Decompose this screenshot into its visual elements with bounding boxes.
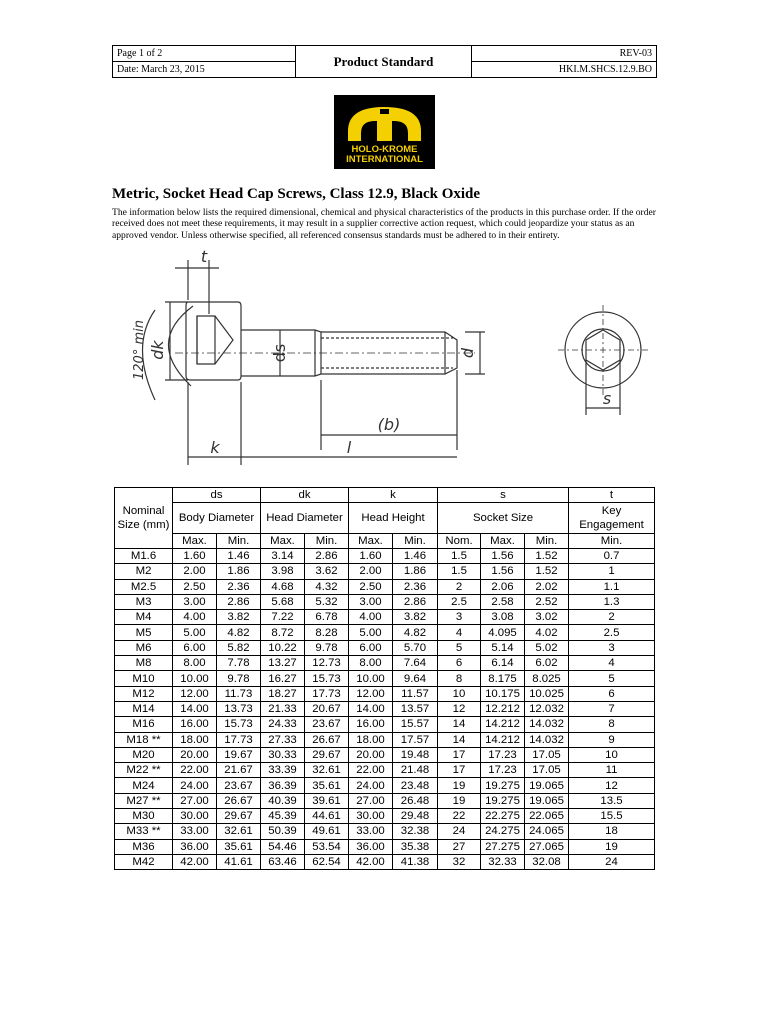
cell-k-min: 29.48 [393, 809, 438, 824]
cell-s-nom: 27 [438, 839, 481, 854]
cell-ds-min: 23.67 [217, 778, 261, 793]
cell-dk-max: 4.68 [261, 579, 305, 594]
cell-s-max: 19.275 [481, 778, 525, 793]
cell-dk-max: 54.46 [261, 839, 305, 854]
cell-t-min: 1.1 [569, 579, 655, 594]
logo-text-line2: INTERNATIONAL [346, 154, 423, 165]
cell-t-min: 1.3 [569, 594, 655, 609]
cell-k-min: 17.57 [393, 732, 438, 747]
cell-ds-min: 21.67 [217, 763, 261, 778]
cell-dk-min: 32.61 [305, 763, 349, 778]
cell-k-max: 30.00 [349, 809, 393, 824]
cell-s-max: 12.212 [481, 701, 525, 716]
cell-dk-max: 10.22 [261, 640, 305, 655]
label-k: k [210, 438, 220, 457]
cell-k-min: 15.57 [393, 717, 438, 732]
cell-k-min: 32.38 [393, 824, 438, 839]
cell-t-min: 13.5 [569, 793, 655, 808]
cell-nominal-size: M10 [115, 671, 173, 686]
cell-nominal-size: M1.6 [115, 549, 173, 564]
cell-k-max: 5.00 [349, 625, 393, 640]
cell-dk-min: 17.73 [305, 686, 349, 701]
cell-k-max: 8.00 [349, 656, 393, 671]
cell-s-nom: 1.5 [438, 564, 481, 579]
subheader-min: Min. [569, 534, 655, 549]
cell-ds-min: 41.61 [217, 854, 261, 869]
column-desc-body-diameter: Body Diameter [173, 503, 261, 534]
cell-k-min: 1.86 [393, 564, 438, 579]
cell-s-min: 27.065 [525, 839, 569, 854]
table-row [115, 579, 655, 594]
cell-k-min: 2.36 [393, 579, 438, 594]
cell-t-min: 12 [569, 778, 655, 793]
cell-dk-min: 15.73 [305, 671, 349, 686]
cell-s-nom: 4 [438, 625, 481, 640]
cell-ds-max: 1.60 [173, 549, 217, 564]
cell-s-min: 22.065 [525, 809, 569, 824]
table-row [115, 824, 655, 839]
cell-dk-max: 33.39 [261, 763, 305, 778]
cell-s-min: 14.032 [525, 732, 569, 747]
cell-ds-min: 17.73 [217, 732, 261, 747]
cell-k-max: 33.00 [349, 824, 393, 839]
label-ds: ds [270, 343, 289, 363]
cell-dk-max: 63.46 [261, 854, 305, 869]
cell-s-max: 32.33 [481, 854, 525, 869]
table-row [115, 778, 655, 793]
column-desc-key-engagement: Key Engagement [569, 503, 655, 534]
cell-k-min: 3.82 [393, 610, 438, 625]
document-title: Metric, Socket Head Cap Screws, Class 12.9, Black Oxide [112, 186, 481, 202]
cell-s-max: 24.275 [481, 824, 525, 839]
cell-nominal-size: M2.5 [115, 579, 173, 594]
column-header-dk: dk [261, 488, 349, 503]
label-t: t [200, 250, 208, 266]
cell-t-min: 6 [569, 686, 655, 701]
cell-s-nom: 14 [438, 732, 481, 747]
column-desc-head-diameter: Head Diameter [261, 503, 349, 534]
cell-dk-min: 53.54 [305, 839, 349, 854]
cell-k-min: 21.48 [393, 763, 438, 778]
cell-dk-min: 44.61 [305, 809, 349, 824]
cell-dk-min: 5.32 [305, 594, 349, 609]
cell-dk-min: 29.67 [305, 747, 349, 762]
cell-k-max: 20.00 [349, 747, 393, 762]
cell-ds-min: 7.78 [217, 656, 261, 671]
angle-arc [168, 306, 193, 386]
table-row [115, 809, 655, 824]
cell-s-max: 2.58 [481, 594, 525, 609]
cell-dk-min: 4.32 [305, 579, 349, 594]
cell-s-nom: 24 [438, 824, 481, 839]
cell-dk-max: 13.27 [261, 656, 305, 671]
cell-dk-max: 16.27 [261, 671, 305, 686]
cell-ds-min: 13.73 [217, 701, 261, 716]
table-row [115, 610, 655, 625]
label-s: s [602, 389, 612, 408]
cell-k-max: 3.00 [349, 594, 393, 609]
cell-nominal-size: M6 [115, 640, 173, 655]
cell-ds-max: 4.00 [173, 610, 217, 625]
cell-dk-max: 24.33 [261, 717, 305, 732]
cell-ds-max: 2.50 [173, 579, 217, 594]
cell-k-min: 2.86 [393, 594, 438, 609]
cell-s-max: 14.212 [481, 717, 525, 732]
cell-k-min: 11.57 [393, 686, 438, 701]
label-d: d [458, 347, 477, 359]
cell-s-min: 2.02 [525, 579, 569, 594]
cell-dk-max: 3.98 [261, 564, 305, 579]
label-dk: dk [148, 340, 167, 360]
cell-s-min: 6.02 [525, 656, 569, 671]
cell-s-max: 17.23 [481, 747, 525, 762]
cell-s-min: 4.02 [525, 625, 569, 640]
cell-k-max: 2.50 [349, 579, 393, 594]
cell-k-max: 6.00 [349, 640, 393, 655]
cell-t-min: 11 [569, 763, 655, 778]
header-title: Product Standard [296, 46, 472, 78]
cell-ds-max: 27.00 [173, 793, 217, 808]
cell-t-min: 0.7 [569, 549, 655, 564]
cell-ds-min: 19.67 [217, 747, 261, 762]
cell-ds-min: 15.73 [217, 717, 261, 732]
cell-s-nom: 17 [438, 747, 481, 762]
cell-ds-max: 5.00 [173, 625, 217, 640]
cell-k-min: 41.38 [393, 854, 438, 869]
label-l: l [346, 438, 352, 457]
cell-s-min: 2.52 [525, 594, 569, 609]
cell-nominal-size: M27 ** [115, 793, 173, 808]
cell-ds-max: 24.00 [173, 778, 217, 793]
cell-s-max: 27.275 [481, 839, 525, 854]
cell-k-min: 5.70 [393, 640, 438, 655]
cell-k-min: 19.48 [393, 747, 438, 762]
cell-ds-max: 33.00 [173, 824, 217, 839]
revision: REV-03 [472, 46, 657, 62]
cell-dk-max: 30.33 [261, 747, 305, 762]
cell-s-nom: 12 [438, 701, 481, 716]
cell-t-min: 8 [569, 717, 655, 732]
cell-ds-min: 35.61 [217, 839, 261, 854]
cell-k-max: 24.00 [349, 778, 393, 793]
cell-k-max: 16.00 [349, 717, 393, 732]
cell-t-min: 24 [569, 854, 655, 869]
table-row [115, 549, 655, 564]
cell-s-nom: 8 [438, 671, 481, 686]
cell-t-min: 19 [569, 839, 655, 854]
cell-dk-max: 7.22 [261, 610, 305, 625]
subheader-min: Min. [525, 534, 569, 549]
cell-k-min: 13.57 [393, 701, 438, 716]
table-row [115, 640, 655, 655]
document-date: Date: March 23, 2015 [113, 62, 296, 78]
cell-k-max: 36.00 [349, 839, 393, 854]
table-row [115, 701, 655, 716]
cell-nominal-size: M36 [115, 839, 173, 854]
subheader-min: Min. [305, 534, 349, 549]
table-row [115, 656, 655, 671]
cell-s-nom: 14 [438, 717, 481, 732]
column-header-t: t [569, 488, 655, 503]
subheader-min: Min. [217, 534, 261, 549]
cell-k-min: 4.82 [393, 625, 438, 640]
cell-dk-min: 12.73 [305, 656, 349, 671]
cell-ds-min: 1.46 [217, 549, 261, 564]
column-desc-socket-size: Socket Size [438, 503, 569, 534]
cap-screw-drawing [115, 250, 655, 470]
cell-t-min: 4 [569, 656, 655, 671]
cell-nominal-size: M42 [115, 854, 173, 869]
cell-nominal-size: M12 [115, 686, 173, 701]
cell-ds-max: 6.00 [173, 640, 217, 655]
cell-ds-min: 9.78 [217, 671, 261, 686]
cell-dk-min: 23.67 [305, 717, 349, 732]
cell-k-max: 27.00 [349, 793, 393, 808]
cell-dk-max: 8.72 [261, 625, 305, 640]
cell-s-max: 4.095 [481, 625, 525, 640]
cell-s-min: 3.02 [525, 610, 569, 625]
cell-dk-min: 35.61 [305, 778, 349, 793]
cell-t-min: 18 [569, 824, 655, 839]
cell-s-nom: 22 [438, 809, 481, 824]
dimensions-table [114, 487, 655, 870]
intro-paragraph: The information below lists the required dimensional, chemical and physical characteristics of the products in this purchase order. If the order received does not meet these requirements, it may result in a supplier corrective action request, which could jeopardize your status as an approved vendor. Unless otherwise specified, all referenced consensus standards must be adhered to in their entirety. [112, 207, 657, 241]
cell-s-min: 10.025 [525, 686, 569, 701]
cell-ds-min: 3.82 [217, 610, 261, 625]
cell-dk-max: 21.33 [261, 701, 305, 716]
subheader-max: Max. [481, 534, 525, 549]
subheader-min: Min. [393, 534, 438, 549]
document-header [112, 45, 657, 78]
cell-s-max: 14.212 [481, 732, 525, 747]
cell-dk-min: 3.62 [305, 564, 349, 579]
cell-ds-min: 1.86 [217, 564, 261, 579]
cell-nominal-size: M18 ** [115, 732, 173, 747]
cell-s-nom: 19 [438, 793, 481, 808]
label-angle: 120° min [132, 320, 147, 380]
cell-ds-max: 12.00 [173, 686, 217, 701]
cell-s-max: 8.175 [481, 671, 525, 686]
cell-s-nom: 32 [438, 854, 481, 869]
cell-dk-min: 6.78 [305, 610, 349, 625]
cell-nominal-size: M22 ** [115, 763, 173, 778]
cell-t-min: 2.5 [569, 625, 655, 640]
cell-dk-max: 5.68 [261, 594, 305, 609]
cell-s-max: 6.14 [481, 656, 525, 671]
cell-k-max: 2.00 [349, 564, 393, 579]
cell-s-max: 10.175 [481, 686, 525, 701]
cell-nominal-size: M33 ** [115, 824, 173, 839]
cell-s-nom: 2 [438, 579, 481, 594]
cell-k-max: 42.00 [349, 854, 393, 869]
cell-t-min: 9 [569, 732, 655, 747]
cell-ds-max: 22.00 [173, 763, 217, 778]
cell-nominal-size: M16 [115, 717, 173, 732]
cell-t-min: 5 [569, 671, 655, 686]
cell-k-max: 22.00 [349, 763, 393, 778]
cell-dk-min: 9.78 [305, 640, 349, 655]
cell-s-nom: 2.5 [438, 594, 481, 609]
cell-nominal-size: M4 [115, 610, 173, 625]
cell-ds-min: 26.67 [217, 793, 261, 808]
column-desc-head-height: Head Height [349, 503, 438, 534]
cell-ds-min: 2.86 [217, 594, 261, 609]
cell-nominal-size: M30 [115, 809, 173, 824]
column-header-ds: ds [173, 488, 261, 503]
cell-t-min: 7 [569, 701, 655, 716]
cell-t-min: 3 [569, 640, 655, 655]
column-header-k: k [349, 488, 438, 503]
cell-s-min: 17.05 [525, 747, 569, 762]
cell-dk-min: 49.61 [305, 824, 349, 839]
cell-ds-max: 2.00 [173, 564, 217, 579]
cell-k-max: 18.00 [349, 732, 393, 747]
table-row [115, 717, 655, 732]
cell-s-nom: 5 [438, 640, 481, 655]
logo-text-line1: HOLO-KROME [351, 144, 418, 155]
cell-nominal-size: M3 [115, 594, 173, 609]
subheader-max: Max. [261, 534, 305, 549]
cell-ds-max: 18.00 [173, 732, 217, 747]
cell-k-max: 1.60 [349, 549, 393, 564]
column-header-nominal-size: Nominal Size (mm) [115, 488, 173, 549]
cell-t-min: 1 [569, 564, 655, 579]
subheader-nom: Nom. [438, 534, 481, 549]
cell-ds-max: 30.00 [173, 809, 217, 824]
cell-ds-min: 29.67 [217, 809, 261, 824]
cell-t-min: 15.5 [569, 809, 655, 824]
cell-nominal-size: M24 [115, 778, 173, 793]
table-row [115, 594, 655, 609]
cell-ds-max: 42.00 [173, 854, 217, 869]
cell-s-max: 5.14 [481, 640, 525, 655]
table-row [115, 671, 655, 686]
cell-dk-min: 62.54 [305, 854, 349, 869]
cell-ds-min: 4.82 [217, 625, 261, 640]
cell-s-min: 1.52 [525, 564, 569, 579]
cell-s-max: 17.23 [481, 763, 525, 778]
cell-nominal-size: M20 [115, 747, 173, 762]
cell-s-min: 24.065 [525, 824, 569, 839]
cell-s-min: 17.05 [525, 763, 569, 778]
cell-s-max: 2.06 [481, 579, 525, 594]
subheader-max: Max. [173, 534, 217, 549]
cell-k-max: 4.00 [349, 610, 393, 625]
table-row [115, 793, 655, 808]
cell-k-min: 23.48 [393, 778, 438, 793]
cell-ds-max: 10.00 [173, 671, 217, 686]
label-b: (b) [377, 415, 401, 434]
cell-s-nom: 6 [438, 656, 481, 671]
cell-s-nom: 10 [438, 686, 481, 701]
cell-ds-max: 16.00 [173, 717, 217, 732]
cell-k-max: 10.00 [349, 671, 393, 686]
cell-s-max: 1.56 [481, 564, 525, 579]
cell-s-min: 8.025 [525, 671, 569, 686]
table-row [115, 854, 655, 869]
cell-dk-max: 3.14 [261, 549, 305, 564]
cell-dk-max: 36.39 [261, 778, 305, 793]
table-row [115, 564, 655, 579]
cell-dk-max: 40.39 [261, 793, 305, 808]
document-id: HKI.M.SHCS.12.9.BO [472, 62, 657, 78]
cell-s-nom: 17 [438, 763, 481, 778]
cell-ds-max: 8.00 [173, 656, 217, 671]
cell-s-nom: 3 [438, 610, 481, 625]
cell-ds-min: 5.82 [217, 640, 261, 655]
cell-s-min: 12.032 [525, 701, 569, 716]
cell-s-min: 5.02 [525, 640, 569, 655]
cell-ds-max: 14.00 [173, 701, 217, 716]
cell-k-min: 1.46 [393, 549, 438, 564]
cell-s-nom: 19 [438, 778, 481, 793]
cell-s-min: 14.032 [525, 717, 569, 732]
cell-dk-max: 27.33 [261, 732, 305, 747]
cell-s-max: 19.275 [481, 793, 525, 808]
cell-ds-max: 20.00 [173, 747, 217, 762]
cell-nominal-size: M14 [115, 701, 173, 716]
cell-t-min: 2 [569, 610, 655, 625]
cell-s-min: 19.065 [525, 778, 569, 793]
cell-k-max: 14.00 [349, 701, 393, 716]
cell-dk-max: 45.39 [261, 809, 305, 824]
table-row [115, 763, 655, 778]
cell-dk-max: 50.39 [261, 824, 305, 839]
cell-ds-min: 2.36 [217, 579, 261, 594]
cell-k-max: 12.00 [349, 686, 393, 701]
cell-nominal-size: M8 [115, 656, 173, 671]
table-body [115, 549, 655, 870]
cell-ds-min: 32.61 [217, 824, 261, 839]
cell-nominal-size: M2 [115, 564, 173, 579]
holo-krome-logo [334, 95, 435, 169]
cell-nominal-size: M5 [115, 625, 173, 640]
subheader-max: Max. [349, 534, 393, 549]
cell-s-min: 1.52 [525, 549, 569, 564]
table-row [115, 686, 655, 701]
cell-s-max: 1.56 [481, 549, 525, 564]
cell-k-min: 9.64 [393, 671, 438, 686]
cell-dk-min: 26.67 [305, 732, 349, 747]
cell-s-min: 32.08 [525, 854, 569, 869]
cell-t-min: 10 [569, 747, 655, 762]
cell-dk-min: 20.67 [305, 701, 349, 716]
cell-s-max: 3.08 [481, 610, 525, 625]
cell-ds-max: 36.00 [173, 839, 217, 854]
cell-s-nom: 1.5 [438, 549, 481, 564]
cell-k-min: 26.48 [393, 793, 438, 808]
cell-s-min: 19.065 [525, 793, 569, 808]
table-row [115, 732, 655, 747]
cell-s-max: 22.275 [481, 809, 525, 824]
cell-dk-min: 8.28 [305, 625, 349, 640]
table-row [115, 839, 655, 854]
cell-ds-min: 11.73 [217, 686, 261, 701]
table-row [115, 625, 655, 640]
cell-k-min: 7.64 [393, 656, 438, 671]
table-row [115, 747, 655, 762]
cell-dk-min: 2.86 [305, 549, 349, 564]
cell-k-min: 35.38 [393, 839, 438, 854]
cell-dk-min: 39.61 [305, 793, 349, 808]
column-header-s: s [438, 488, 569, 503]
page-number: Page 1 of 2 [113, 46, 296, 62]
cell-dk-max: 18.27 [261, 686, 305, 701]
cell-ds-max: 3.00 [173, 594, 217, 609]
